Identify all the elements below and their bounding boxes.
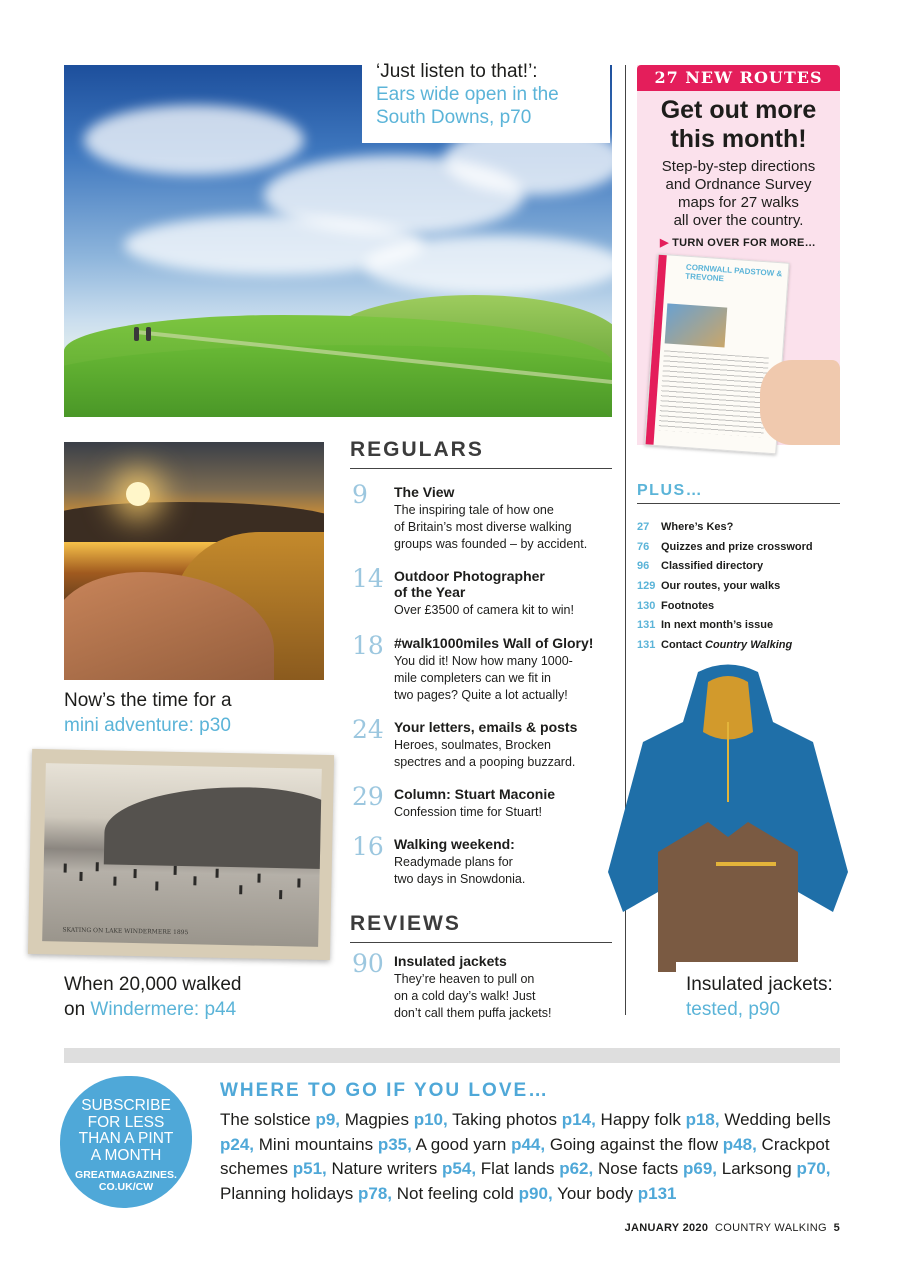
vintage-postcard-photo <box>28 749 334 960</box>
where-page-link[interactable]: p10, <box>413 1110 448 1129</box>
hero-caption-line3: South Downs, p70 <box>376 107 532 128</box>
where-page-link[interactable]: p48, <box>722 1134 757 1154</box>
regular-page-number: 16 <box>352 832 384 861</box>
where-topic: Nose facts <box>593 1159 684 1178</box>
routes-desc-line: all over the country. <box>673 212 804 229</box>
reviews-heading: REVIEWS <box>350 912 461 935</box>
regular-page-number: 14 <box>352 564 384 593</box>
where-topic: Wedding bells <box>719 1110 831 1129</box>
regular-description: The inspiring tale of how one of Britain’s most diverse walking groups was founded – by accident. <box>394 503 588 551</box>
windermere-caption-prefix: on <box>64 999 91 1020</box>
where-topic: Going against the flow <box>545 1134 723 1154</box>
plus-item[interactable]: 131 Contact Country Walking <box>637 639 793 651</box>
where-page-link[interactable]: p54, <box>442 1159 477 1178</box>
plus-item[interactable]: 27 Where’s Kes? <box>637 521 734 533</box>
reviews-rule <box>350 942 612 943</box>
where-topic: Nature writers <box>326 1159 443 1178</box>
where-page-link[interactable]: p69, <box>683 1159 718 1178</box>
windermere-caption-line1: When 20,000 walked <box>64 974 242 995</box>
where-topic: Larksong <box>717 1159 797 1178</box>
regular-description: Confession time for Stuart! <box>394 805 542 819</box>
magazine-name: COUNTRY WALKING <box>714 1222 827 1234</box>
regular-description: You did it! Now how many 1000- mile completers can we fit in two pages? Quite a lot actually! <box>394 654 573 702</box>
where-topic: A good yarn <box>411 1134 512 1154</box>
routes-title-line2: this month! <box>670 125 807 153</box>
regular-description: Heroes, soulmates, Brocken spectres and a pooping buzzard. <box>394 738 576 769</box>
regular-title: Your letters, emails & posts <box>394 719 578 735</box>
hero-caption[interactable] <box>362 56 610 143</box>
routes-desc-line: Step-by-step directions <box>661 158 816 175</box>
where-page-link[interactable]: p18, <box>685 1110 720 1129</box>
regular-title: The View <box>394 484 455 500</box>
where-page-link[interactable]: p9, <box>315 1110 340 1129</box>
where-topic: Mini mountains <box>254 1134 378 1154</box>
where-page-link[interactable]: p44, <box>511 1134 546 1154</box>
hand-holding-card <box>760 360 840 445</box>
postcard-caption: SKATING ON LAKE WINDERMERE 1895 <box>62 926 189 937</box>
where-to-go-list <box>220 1108 840 1206</box>
where-topic: Your body <box>552 1183 638 1203</box>
plus-item[interactable]: 130 Footnotes <box>637 600 715 612</box>
regular-title: Outdoor Photographer of the Year <box>394 568 545 600</box>
subscribe-badge[interactable] <box>60 1076 192 1208</box>
where-page-link[interactable]: p35, <box>377 1134 412 1154</box>
plus-rule <box>637 503 840 504</box>
routes-desc-line: and Ordnance Survey <box>665 176 812 193</box>
where-page-link[interactable]: p90, <box>518 1183 553 1203</box>
regular-title: Column: Stuart Maconie <box>394 786 556 802</box>
insulated-jacket-photo <box>598 662 858 982</box>
plus-item[interactable]: 96 Classified directory <box>637 560 764 572</box>
plus-item[interactable]: 131 In next month’s issue <box>637 619 774 631</box>
jacket-caption-line1: Insulated jackets: <box>686 974 833 995</box>
hero-caption-line2: Ears wide open in the <box>376 84 559 105</box>
hero-caption-line1: ‘Just listen to that!’: <box>376 61 538 82</box>
where-topic: Magpies <box>340 1110 414 1129</box>
play-arrow-icon: ▶ <box>660 237 669 249</box>
divider-bar <box>64 1048 840 1063</box>
regular-title: Walking weekend: <box>394 836 515 852</box>
regular-title: #walk1000miles Wall of Glory! <box>394 635 594 651</box>
regulars-rule <box>350 468 612 469</box>
where-page-link[interactable]: p62, <box>559 1159 594 1178</box>
where-page-link[interactable]: p70, <box>796 1159 831 1178</box>
review-page-number: 90 <box>352 949 384 978</box>
where-topic: Crackpot schemes <box>220 1134 830 1178</box>
turn-over-link[interactable] <box>660 236 840 249</box>
where-page-link[interactable]: p14, <box>561 1110 596 1129</box>
regular-description: Over £3500 of camera kit to win! <box>394 603 574 617</box>
page-number: 5 <box>833 1222 840 1234</box>
jacket-caption[interactable] <box>676 962 846 1022</box>
jacket-caption-line2: tested, p90 <box>686 999 781 1020</box>
issue-date: JANUARY 2020 <box>624 1222 709 1234</box>
subscribe-text: SUBSCRIBE FOR LESS THAN A PINT A MONTH <box>78 1097 174 1164</box>
where-topic: Not feeling cold <box>392 1183 519 1203</box>
regular-page-number: 29 <box>352 782 384 811</box>
regular-description: Readymade plans for two days in Snowdonia. <box>394 855 526 886</box>
where-topic: The solstice <box>220 1110 316 1129</box>
routes-description <box>645 158 832 230</box>
routes-banner: 27 NEW ROUTES <box>637 65 840 91</box>
where-topic: Taking photos <box>447 1110 562 1129</box>
plus-item[interactable]: 76 Quizzes and prize crossword <box>637 541 813 553</box>
turn-over-label: TURN OVER FOR MORE… <box>672 237 816 249</box>
sunset-caption-line1: Now’s the time for a <box>64 690 232 711</box>
regulars-heading: REGULARS <box>350 438 484 461</box>
routes-desc-line: maps for 27 walks <box>678 194 799 211</box>
where-page-link[interactable]: p78, <box>357 1183 393 1203</box>
plus-heading: PLUS… <box>637 482 704 499</box>
windermere-caption[interactable] <box>64 972 344 1022</box>
sunset-caption[interactable] <box>64 688 334 738</box>
where-to-go-heading: WHERE TO GO IF YOU LOVE… <box>220 1080 550 1101</box>
plus-item[interactable]: 129 Our routes, your walks <box>637 580 781 592</box>
sunset-photo <box>64 442 324 680</box>
regular-page-number: 9 <box>352 480 368 509</box>
subscribe-url: GREATMAGAZINES. CO.UK/CW <box>75 1169 177 1193</box>
review-description: They’re heaven to pull on on a cold day’s walk! Just don’t call them puffa jackets! <box>394 972 552 1020</box>
where-page-link[interactable]: p51, <box>292 1159 327 1178</box>
where-topic: Planning holidays <box>220 1183 358 1203</box>
review-title: Insulated jackets <box>394 953 507 969</box>
where-topic: Happy folk <box>595 1110 686 1129</box>
windermere-caption-link: Windermere: p44 <box>90 999 237 1020</box>
where-page-link[interactable]: p24, <box>220 1134 255 1154</box>
page-footer <box>560 1222 840 1234</box>
where-topic: Flat lands <box>476 1159 560 1178</box>
where-page-link[interactable]: p131 <box>637 1183 677 1203</box>
regular-page-number: 18 <box>352 631 384 660</box>
route-card-title: CORNWALL PADSTOW & TREVONE <box>685 262 783 284</box>
routes-title <box>637 96 840 154</box>
sunset-caption-line2: mini adventure: p30 <box>64 715 231 736</box>
regular-page-number: 24 <box>352 715 384 744</box>
routes-title-line1: Get out more <box>660 96 817 124</box>
